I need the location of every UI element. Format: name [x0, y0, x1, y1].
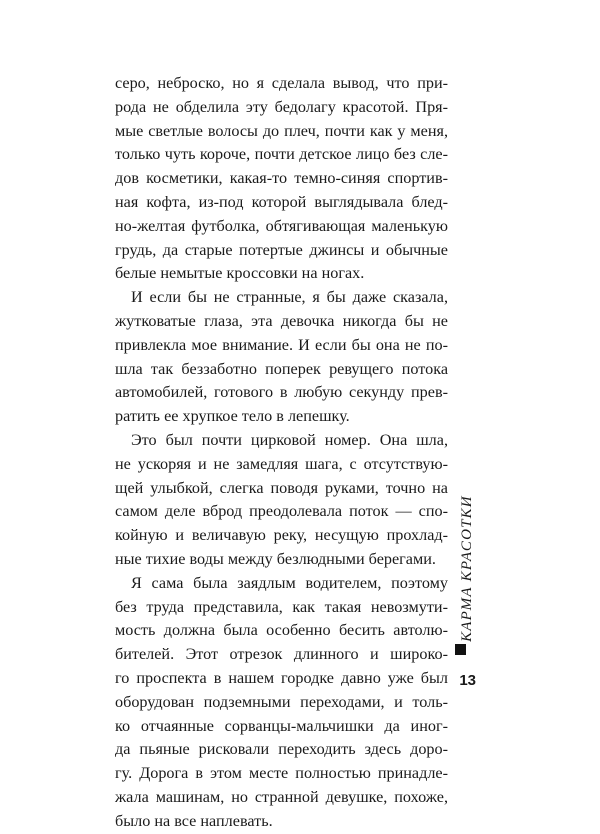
- text-line: И если бы не странные, я бы даже сказала,: [131, 288, 448, 307]
- running-title-text: КАРМА КРАСОТКИ: [458, 494, 475, 642]
- text-line: гу. Дорога в этом месте полностью принадле-: [115, 764, 448, 783]
- running-title: [452, 494, 482, 642]
- text-line: ко отчаянные сорванцы-мальчишки да иног-: [115, 716, 448, 735]
- text-line: го проспекта в нашем городке давно уже был: [115, 668, 448, 687]
- text-line: дов косметики, какая-то темно-синяя спортив-: [115, 169, 448, 188]
- text-line: койную и величавую реку, несущую прохлад-: [115, 526, 448, 545]
- paragraph: [115, 429, 448, 572]
- page-number: 13: [459, 672, 476, 689]
- text-line: Это был почти цирковой номер. Она шла,: [131, 430, 448, 449]
- text-line: да пьяные рисковали переходить здесь доро-: [115, 740, 448, 759]
- text-line: самом деле вброд преодолевала поток — спо-: [115, 502, 448, 521]
- text-line: автомобилей, готового в любую секунду прев-: [115, 383, 448, 402]
- text-line: жала машинам, но странной девушке, похоже,: [115, 787, 448, 806]
- text-line: белые немытые кроссовки на ногах.: [115, 264, 365, 283]
- text-line: бителей. Этот отрезок длинного и широко-: [115, 645, 448, 664]
- square-marker-icon: [455, 644, 466, 655]
- text-line: рода не обделила эту бедолагу красотой. Пря-: [115, 97, 448, 116]
- text-line: шла так беззаботно поперек ревущего потока: [115, 359, 448, 378]
- text-line: оборудован подземными переходами, и толь-: [115, 692, 448, 711]
- text-line: жутковатые глаза, эта девочка никогда бы не: [115, 311, 448, 330]
- text-line: но-желтая футболка, обтягивающая маленькую: [115, 216, 448, 235]
- paragraph: [115, 286, 448, 429]
- text-line: ратить ее хрупкое тело в лепешку.: [115, 407, 350, 426]
- text-line: ные тихие воды между безлюдными берегами.: [115, 549, 436, 568]
- text-line: привлекла мое внимание. И если бы она не по-: [115, 335, 448, 354]
- paragraph: [115, 72, 448, 286]
- text-line: серо, неброско, но я сделала вывод, что при-: [115, 74, 448, 92]
- text-line: мые светлые волосы до плеч, почти как у меня,: [115, 121, 448, 140]
- text-line: грудь, да старые потертые джинсы и обычные: [115, 240, 448, 259]
- text-line: мость должна была особенно бесить автолю-: [115, 621, 448, 640]
- body-text: [115, 72, 448, 834]
- text-line: не ускоряя и не замедляя шага, с отсутствую-: [115, 454, 448, 473]
- text-line: только чуть короче, почти детское лицо без сле-: [115, 145, 448, 164]
- paragraph: [115, 572, 448, 834]
- text-line: без труда представила, как такая невозмути-: [115, 597, 448, 616]
- text-line: щей улыбкой, слегка поводя руками, точно на: [115, 478, 448, 497]
- text-line: было на все наплевать.: [115, 811, 273, 830]
- text-line: ная кофта, из-под которой выглядывала блед-: [115, 192, 448, 211]
- text-line: Я сама была заядлым водителем, поэтому: [131, 573, 448, 592]
